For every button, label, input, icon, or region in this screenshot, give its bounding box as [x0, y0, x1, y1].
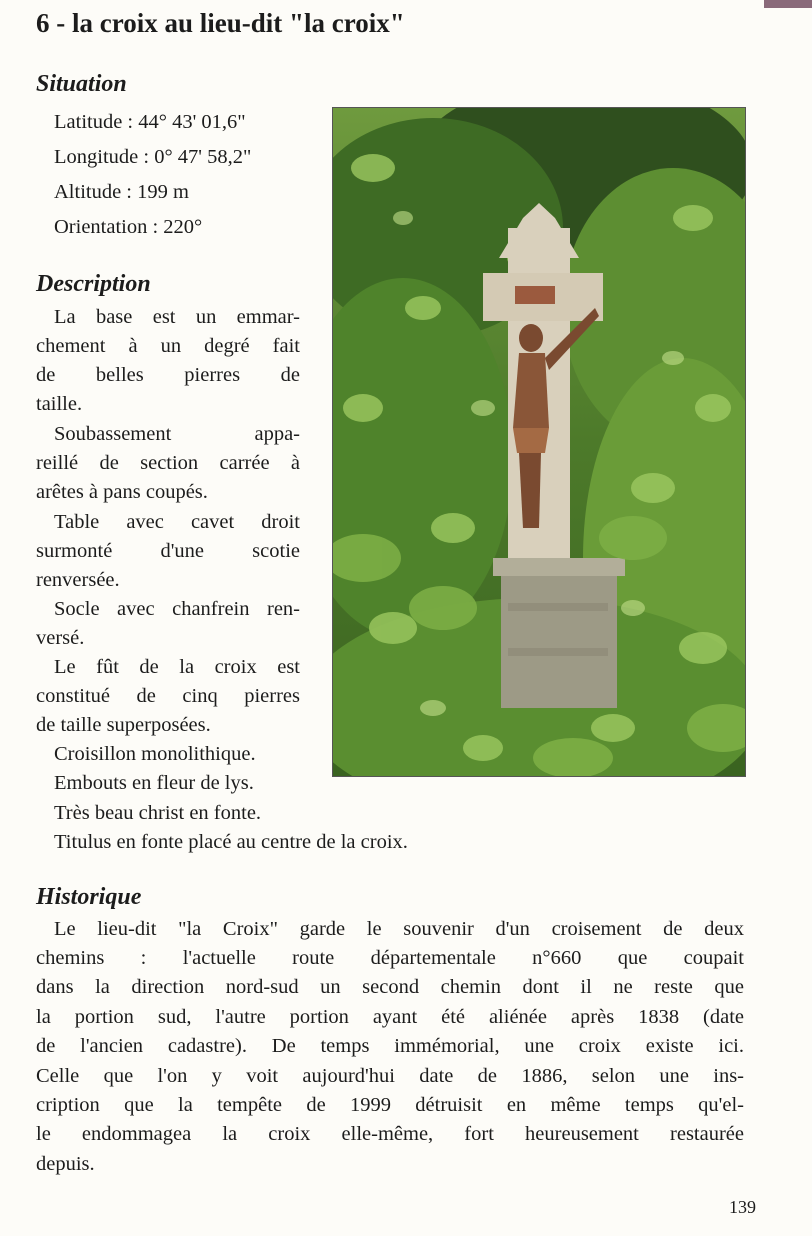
page-title: 6 - la croix au lieu-dit "la croix": [36, 8, 405, 38]
description-line: Table avec cavet droit: [54, 511, 300, 533]
description-line: La base est un emmar-: [54, 306, 300, 328]
historique-line: depuis.: [36, 1153, 95, 1175]
historique-line: Celle que l'on y voit aujourd'hui date de 1886, selon une ins-: [36, 1065, 744, 1087]
description-heading: Description: [36, 271, 151, 297]
historique-line: la portion sud, l'autre portion ayant été aliénée après 1838 (date: [36, 1006, 744, 1028]
description-line: renversée.: [36, 569, 120, 591]
historique-line: Le lieu-dit "la Croix" garde le souvenir d'un croisement de deux: [54, 918, 744, 940]
description-line: Titulus en fonte placé au centre de la croix.: [54, 831, 408, 853]
description-line: Le fût de la croix est: [54, 656, 300, 678]
historique-line: cription que la tempête de 1999 détruisit en même temps qu'el-: [36, 1094, 744, 1116]
description-line: reillé de section carrée à: [36, 452, 300, 474]
corner-mark: [764, 0, 812, 8]
orientation-text: Orientation : 220°: [54, 216, 203, 238]
historique-line: le endommagea la croix elle-même, fort heureusement restaurée: [36, 1123, 744, 1145]
historique-heading: Historique: [36, 884, 142, 910]
historique-line: de l'ancien cadastre). De temps immémorial, une croix existe ici.: [36, 1035, 744, 1057]
description-line: versé.: [36, 627, 85, 649]
description-line: de belles pierres de: [36, 364, 300, 386]
description-line: Soubassement appa-: [54, 423, 300, 445]
longitude-text: Longitude : 0° 47' 58,2": [54, 146, 252, 168]
historique-line: chemins : l'actuelle route départementale n°660 que coupait: [36, 947, 744, 969]
description-line: constitué de cinq pierres: [36, 685, 300, 707]
cross-photo-illustration: [333, 108, 745, 776]
situation-heading: Situation: [36, 71, 127, 97]
description-line: arêtes à pans coupés.: [36, 481, 208, 503]
latitude-text: Latitude : 44° 43' 01,6": [54, 111, 246, 133]
altitude-text: Altitude : 199 m: [54, 181, 189, 203]
description-line: surmonté d'une scotie: [36, 540, 300, 562]
description-line: Socle avec chanfrein ren-: [54, 598, 300, 620]
description-line: chement à un degré fait: [36, 335, 300, 357]
description-line: taille.: [36, 393, 83, 415]
description-line: de taille superposées.: [36, 714, 211, 736]
description-line: Embouts en fleur de lys.: [54, 772, 254, 794]
page-number: 139: [729, 1197, 756, 1217]
description-line: Très beau christ en fonte.: [54, 802, 262, 824]
description-line: Croisillon monolithique.: [54, 743, 256, 765]
historique-line: dans la direction nord-sud un second chemin dont il ne reste que: [36, 976, 744, 998]
cross-photo: [332, 107, 746, 777]
